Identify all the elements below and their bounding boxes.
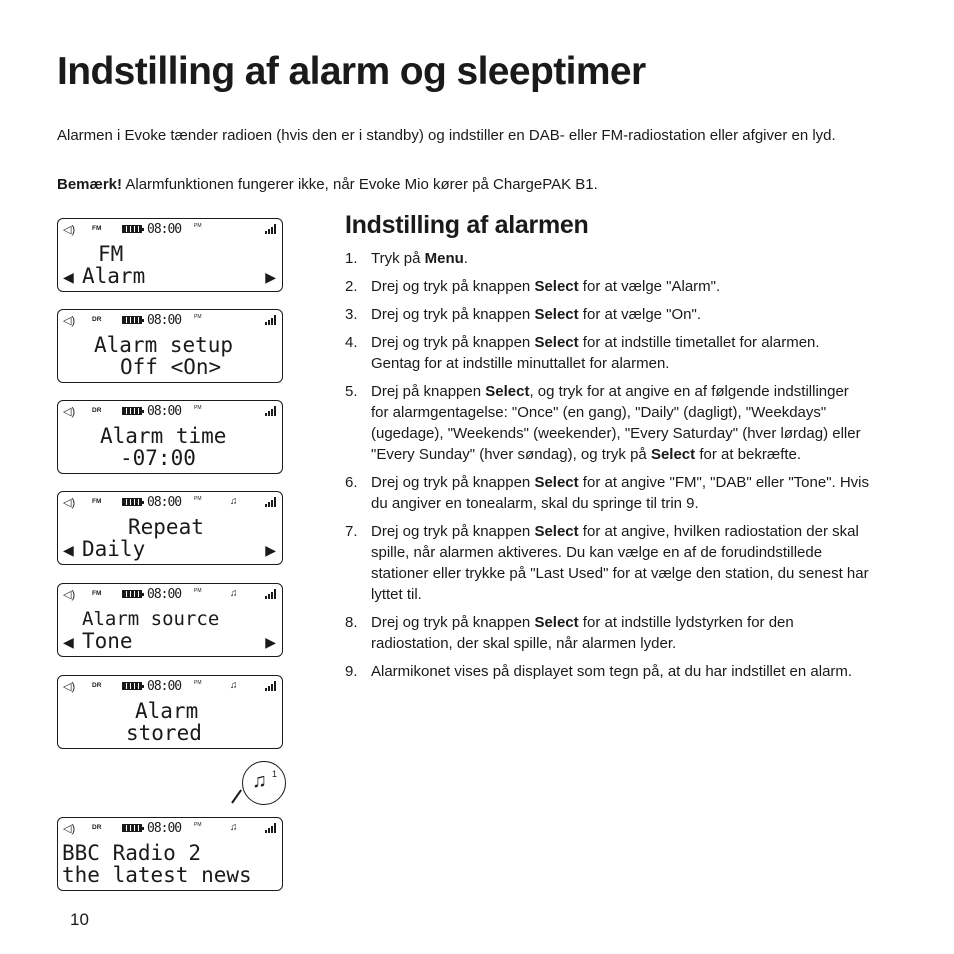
step-text: for at angive "FM", "DAB" eller "Tone". Hvis du angiver en tonealarm, skal du springe til trin 9. xyxy=(371,474,870,512)
step-item xyxy=(345,381,870,465)
speaker-icon: ◁) xyxy=(63,589,76,601)
clock-time: 08:00 xyxy=(147,313,182,328)
lcd-status-bar xyxy=(58,496,282,510)
alarm-bell-icon: ♫ xyxy=(230,680,238,691)
band-label: FM xyxy=(92,590,102,597)
right-arrow-icon: ▶ xyxy=(265,269,276,285)
step-text: Tryk på xyxy=(371,250,425,267)
battery-icon xyxy=(122,682,142,690)
step-text: Drej og tryk på knappen xyxy=(371,278,535,295)
alarm-bell-icon: ♫ xyxy=(230,588,238,599)
step-item xyxy=(345,332,870,374)
step-text: for at bekræfte. xyxy=(695,446,802,463)
step-item xyxy=(345,304,870,325)
step-text: Drej og tryk på knappen xyxy=(371,614,535,631)
step-keyword: Menu xyxy=(424,250,464,267)
left-arrow-icon: ◀ xyxy=(63,269,74,285)
lcd-line-1: Alarm time xyxy=(100,424,227,448)
step-number: 9. xyxy=(345,663,358,680)
alarm-bell-icon: ♫ xyxy=(230,822,238,833)
step-number: 5. xyxy=(345,383,358,400)
lcd-line-1: Repeat xyxy=(128,515,204,539)
bell-icon: ♫ xyxy=(252,770,267,792)
battery-icon xyxy=(122,407,142,415)
clock-time: 08:00 xyxy=(147,222,182,237)
step-keyword: Select xyxy=(534,474,579,491)
step-text: , og tryk for at angive en af følgende indstillinger for alarmgentagelse: "Once" (en gang), "Daily" (dagligt), "Weekdays" (ugedage), "Weekends" (weekender), "Every Saturday" (hver lørdag) eller "Every Sunday" (hver søndag), og tryk på xyxy=(371,383,861,463)
note-label: Bemærk! xyxy=(57,176,123,193)
clock-time: 08:00 xyxy=(147,821,182,836)
left-arrow-icon: ◀ xyxy=(63,542,74,558)
step-number: 2. xyxy=(345,278,358,295)
step-text: Drej på knappen xyxy=(371,383,486,400)
pm-indicator: PM xyxy=(194,405,202,411)
speaker-icon: ◁) xyxy=(63,315,76,327)
step-keyword: Select xyxy=(534,278,579,295)
signal-icon xyxy=(264,681,277,691)
step-number: 1. xyxy=(345,250,358,267)
signal-icon xyxy=(264,589,277,599)
step-number: 4. xyxy=(345,334,358,351)
step-keyword: Select xyxy=(534,614,579,631)
speaker-icon: ◁) xyxy=(63,823,76,835)
lcd-line-1: Alarm xyxy=(135,699,199,723)
clock-time: 08:00 xyxy=(147,404,182,419)
step-text: for at indstille timetallet for alarmen. Gentag for at indstille minuttallet for alarmen. xyxy=(371,334,820,372)
section-title: Indstilling af alarmen xyxy=(345,211,589,239)
battery-icon xyxy=(122,225,142,233)
lcd-status-bar xyxy=(58,588,282,602)
step-item xyxy=(345,276,870,297)
lcd-status-bar xyxy=(58,405,282,419)
alarm-bell-icon: ♫ xyxy=(230,496,238,507)
step-text: . xyxy=(463,250,468,267)
band-label: DR xyxy=(92,407,102,414)
lcd-line-1: Alarm setup xyxy=(94,333,234,357)
lcd-line-2: Tone xyxy=(82,629,133,653)
signal-icon xyxy=(264,315,277,325)
band-label: DR xyxy=(92,682,102,689)
signal-icon xyxy=(264,224,277,234)
lcd-status-bar xyxy=(58,223,282,237)
step-keyword: Select xyxy=(534,334,579,351)
step-text: Drej og tryk på knappen xyxy=(371,523,535,540)
clock-time: 08:00 xyxy=(147,679,182,694)
lcd-display xyxy=(57,817,283,891)
page-title: Indstilling af alarm og sleeptimer xyxy=(57,50,646,93)
step-text: Alarmikonet vises på displayet som tegn på, at du har indstillet en alarm. xyxy=(371,663,853,680)
callout-superscript: 1 xyxy=(272,769,278,779)
speaker-icon: ◁) xyxy=(63,224,76,236)
right-arrow-icon: ▶ xyxy=(265,634,276,650)
steps-list xyxy=(345,248,870,689)
step-keyword: Select xyxy=(650,446,696,463)
clock-time: 08:00 xyxy=(147,495,182,510)
lcd-line-2: -07:00 xyxy=(120,446,196,470)
step-number: 3. xyxy=(345,306,358,323)
lcd-line-2: Alarm xyxy=(82,264,146,288)
lcd-status-bar xyxy=(58,314,282,328)
step-item xyxy=(345,248,870,269)
lcd-line-1: BBC Radio 2 xyxy=(62,841,202,865)
pm-indicator: PM xyxy=(194,496,202,502)
lcd-display xyxy=(57,583,283,657)
lcd-display xyxy=(57,218,283,292)
step-number: 6. xyxy=(345,474,358,491)
step-text: Drej og tryk på knappen xyxy=(371,306,535,323)
lcd-line-2: Off <On> xyxy=(120,355,222,379)
alarm-icon-callout xyxy=(242,761,286,805)
band-label: FM xyxy=(92,225,102,232)
lcd-line-2: Daily xyxy=(82,537,146,561)
lcd-status-bar xyxy=(58,822,282,836)
speaker-icon: ◁) xyxy=(63,497,76,509)
step-keyword: Select xyxy=(534,523,579,540)
pm-indicator: PM xyxy=(194,588,202,594)
step-item xyxy=(345,661,870,682)
callout-pointer-line xyxy=(231,789,242,803)
left-arrow-icon: ◀ xyxy=(63,634,74,650)
signal-icon xyxy=(264,823,277,833)
pm-indicator: PM xyxy=(194,822,202,828)
step-text: for at angive, hvilken radiostation der skal spille, når alarmen aktiveres. Du kan vælge en af de forudindstillede stationer eller trykke på "Last Used" for at vælge den station, du senest har lyttet til. xyxy=(371,523,869,603)
signal-icon xyxy=(264,406,277,416)
page-number: 10 xyxy=(70,910,89,929)
lcd-line-2: the latest news xyxy=(62,863,252,887)
battery-icon xyxy=(122,316,142,324)
battery-icon xyxy=(122,824,142,832)
lcd-line-1: FM xyxy=(98,242,124,266)
band-label: DR xyxy=(92,824,102,831)
signal-icon xyxy=(264,497,277,507)
note-paragraph xyxy=(57,174,847,195)
step-item xyxy=(345,612,870,654)
step-text: Drej og tryk på knappen xyxy=(371,474,535,491)
lcd-display xyxy=(57,400,283,474)
clock-time: 08:00 xyxy=(147,587,182,602)
lcd-line-1: Alarm source xyxy=(82,608,220,630)
step-text: for at vælge "Alarm". xyxy=(578,278,721,295)
step-text: for at indstille lydstyrken for den radiostation, der skal spille, når alarmen lyder. xyxy=(371,614,794,652)
step-text: for at vælge "On". xyxy=(578,306,702,323)
battery-icon xyxy=(122,498,142,506)
band-label: FM xyxy=(92,498,102,505)
lcd-display xyxy=(57,309,283,383)
step-keyword: Select xyxy=(485,383,530,400)
pm-indicator: PM xyxy=(194,680,202,686)
step-number: 7. xyxy=(345,523,358,540)
pm-indicator: PM xyxy=(194,223,202,229)
band-label: DR xyxy=(92,316,102,323)
lcd-display xyxy=(57,491,283,565)
lcd-status-bar xyxy=(58,680,282,694)
step-text: Drej og tryk på knappen xyxy=(371,334,535,351)
speaker-icon: ◁) xyxy=(63,681,76,693)
step-item xyxy=(345,472,870,514)
lcd-line-2: stored xyxy=(126,721,202,745)
speaker-icon: ◁) xyxy=(63,406,76,418)
right-arrow-icon: ▶ xyxy=(265,542,276,558)
note-text: Alarmfunktionen fungerer ikke, når Evoke Mio kører på ChargePAK B1. xyxy=(122,176,598,193)
step-item xyxy=(345,521,870,605)
step-number: 8. xyxy=(345,614,358,631)
step-keyword: Select xyxy=(534,306,579,323)
intro-paragraph: Alarmen i Evoke tænder radioen (hvis den er i standby) og indstiller en DAB- eller FM-radiostation eller afgiver en lyd. xyxy=(57,127,836,144)
battery-icon xyxy=(122,590,142,598)
lcd-display xyxy=(57,675,283,749)
pm-indicator: PM xyxy=(194,314,202,320)
